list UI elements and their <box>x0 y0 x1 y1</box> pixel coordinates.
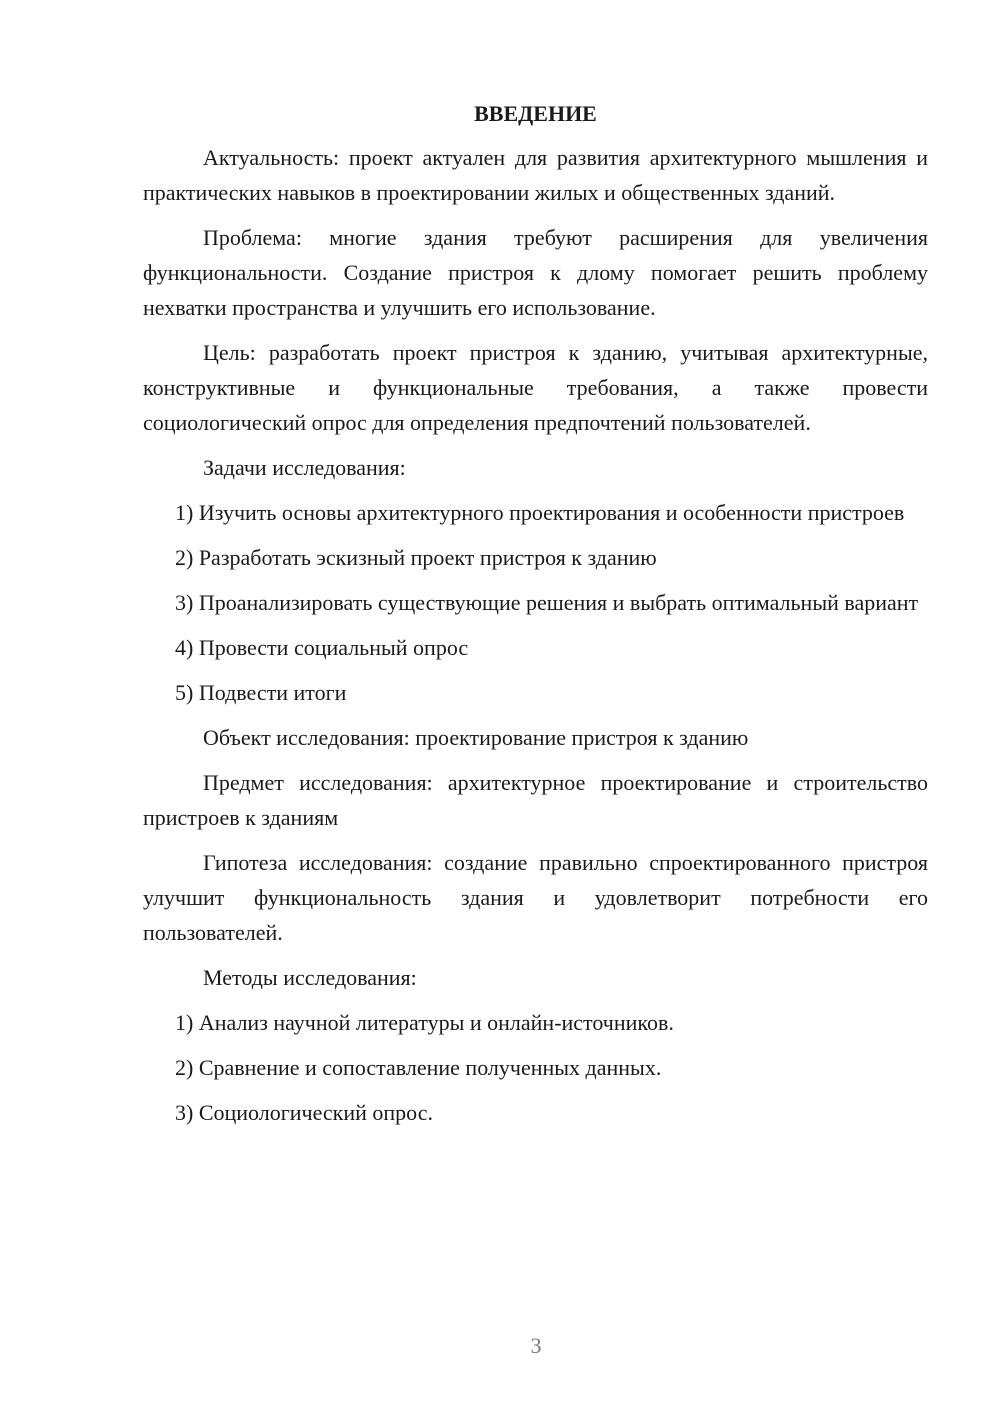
tasks-list <box>143 495 928 710</box>
list-item: 1) Анализ научной литературы и онлайн-источников. <box>175 1010 674 1035</box>
paragraph-subject: Предмет исследования: архитектурное проектирование и строительство пристроев к зданиям <box>143 770 928 830</box>
document-body <box>143 96 928 1140</box>
list-item: 3) Проанализировать существующие решения и выбрать оптимальный вариант <box>175 590 919 615</box>
page-number: 3 <box>530 1333 542 1358</box>
methods-heading: Методы исследования: <box>203 965 417 990</box>
list-item: 2) Разработать эскизный проект пристроя к зданию <box>175 545 657 570</box>
tasks-heading: Задачи исследования: <box>203 455 406 480</box>
paragraph-problem: Проблема: многие здания требуют расширения для увеличения функциональности. Создание пристроя к длому помогает решить проблему нехватки пространства и улучшить его использование. <box>143 225 928 320</box>
paragraph-hypothesis: Гипотеза исследования: создание правильно спроектированного пристроя улучшит функциональность здания и удовлетворит потребности его пользователей. <box>143 850 928 945</box>
methods-list <box>143 1005 928 1130</box>
list-item: 1) Изучить основы архитектурного проектирования и особенности пристроев <box>175 500 905 525</box>
list-item: 4) Провести социальный опрос <box>175 635 469 660</box>
list-item: 5) Подвести итоги <box>175 680 347 705</box>
paragraph-relevance: Актуальность: проект актуален для развития архитектурного мышления и практических навыков в проектировании жилых и общественных зданий. <box>143 145 928 205</box>
list-item: 2) Сравнение и сопоставление полученных данных. <box>175 1055 662 1080</box>
section-title: ВВЕДЕНИЕ <box>474 101 597 126</box>
paragraph-object: Объект исследования: проектирование пристроя к зданию <box>203 725 749 750</box>
paragraph-goal: Цель: разработать проект пристроя к зданию, учитывая архитектурные, конструктивные и функциональные требования, а также провести социологический опрос для определения предпочтений пользователей. <box>143 340 928 435</box>
list-item: 3) Социологический опрос. <box>175 1100 433 1125</box>
